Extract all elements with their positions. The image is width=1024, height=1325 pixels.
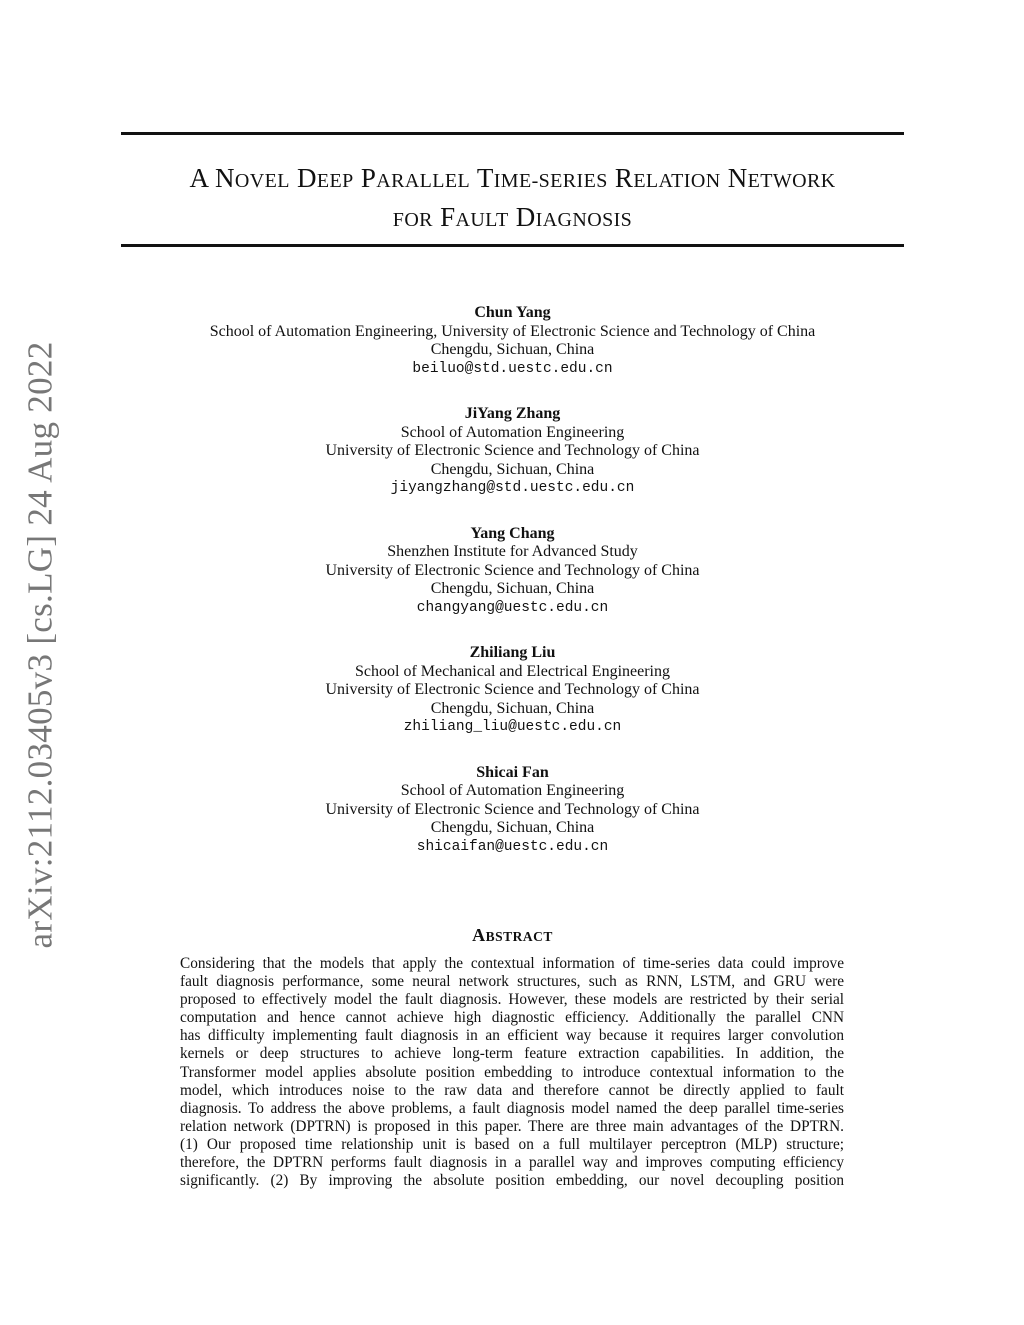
author-block bbox=[121, 764, 904, 857]
author-affiliation: Chengdu, Sichuan, China bbox=[430, 580, 595, 597]
abstract-line: Transformer model applies absolute position embedding to introduce contextual information to the bbox=[180, 1063, 844, 1081]
author-affiliation: Chengdu, Sichuan, China bbox=[430, 699, 595, 717]
abstract-heading: ABSTRACT bbox=[472, 925, 553, 945]
abstract-line: (1) Our proposed time relationship unit is based on a full multilayer perceptron (MLP) structure; bbox=[180, 1135, 844, 1153]
title-line-2 bbox=[121, 199, 904, 238]
abstract-line: computation and hence cannot achieve high diagnostic efficiency. Additionally the parallel CNN bbox=[180, 1009, 844, 1027]
author-affiliation: University of Electronic Science and Technology of China bbox=[325, 442, 700, 459]
title-line-1 bbox=[121, 160, 904, 199]
author-email[interactable]: jiyangzhang@std.uestc.edu.cn bbox=[390, 480, 635, 496]
author-affiliation: University of Electronic Science and Technology of China bbox=[325, 681, 700, 698]
author-block bbox=[121, 405, 904, 498]
author-block bbox=[121, 525, 904, 618]
author-email[interactable]: zhiliang_liu@uestc.edu.cn bbox=[403, 719, 622, 735]
title-bottom-rule bbox=[121, 244, 904, 247]
author-name: Chun Yang bbox=[474, 304, 551, 321]
title-word: TIME-SERIES bbox=[476, 163, 608, 193]
author-name: JiYang Zhang bbox=[464, 405, 561, 422]
abstract-line: Considering that the models that apply the contextual information of time-series data could improve bbox=[180, 955, 844, 972]
title-word: DIAGNOSIS bbox=[515, 202, 633, 232]
author-affiliation: University of Electronic Science and Technology of China bbox=[325, 800, 700, 818]
abstract-line: proposed to effectively model the fault diagnosis. However, these models are restricted by their serial bbox=[180, 991, 844, 1009]
abstract-line: fault diagnosis performance, some neural network structures, such as RNN, LSTM, and GRU were bbox=[180, 973, 844, 991]
title-word: DEEP bbox=[297, 163, 354, 193]
author-affiliation: School of Automation Engineering, University of Electronic Science and Technology of China bbox=[209, 322, 816, 340]
author-affiliation: Chengdu, Sichuan, China bbox=[430, 341, 595, 358]
author-affiliation: School of Automation Engineering bbox=[400, 782, 625, 799]
author-affiliation: University of Electronic Science and Technology of China bbox=[325, 561, 700, 579]
author-name: Zhiliang Liu bbox=[469, 644, 556, 661]
abstract-line: significantly. (2) By improving the absolute position embedding, our novel decoupling position bbox=[180, 1172, 844, 1190]
author-name: Yang Chang bbox=[470, 524, 555, 542]
author-block bbox=[121, 304, 904, 378]
title-word: NOVEL bbox=[215, 163, 290, 193]
arxiv-sidebar bbox=[10, 341, 70, 949]
abstract-line: therefore, the DPTRN performs fault diagnosis in a parallel way and improves computing efficiency bbox=[180, 1154, 844, 1172]
abstract-line: model, which introduces noise to the raw data and therefore cannot be directly applied to fault bbox=[180, 1081, 844, 1099]
paper-title bbox=[121, 160, 904, 238]
abstract-line: diagnosis. To address the above problems, a fault diagnosis model named the deep parallel time-series bbox=[180, 1099, 844, 1117]
author-affiliation: Shenzhen Institute for Advanced Study bbox=[387, 543, 638, 560]
author-list bbox=[121, 304, 904, 883]
abstract-line: kernels or deep structures to achieve long-term feature extraction capabilities. In addition, the bbox=[180, 1045, 844, 1063]
author-email[interactable]: changyang@uestc.edu.cn bbox=[416, 599, 609, 616]
title-word: A bbox=[189, 163, 208, 193]
title-word: FOR bbox=[392, 209, 433, 231]
author-affiliation: School of Mechanical and Electrical Engineering bbox=[355, 662, 670, 680]
author-email[interactable]: beiluo@std.uestc.edu.cn bbox=[412, 360, 613, 377]
title-top-rule bbox=[121, 132, 904, 135]
abstract-body bbox=[180, 955, 844, 1190]
title-word: PARALLEL bbox=[360, 163, 471, 193]
author-email[interactable]: shicaifan@uestc.edu.cn bbox=[416, 838, 609, 855]
title-word: RELATION bbox=[614, 163, 721, 193]
arxiv-identifier: arXiv:2112.03405v3 [cs.LG] 24 Aug 2022 bbox=[20, 341, 60, 949]
author-affiliation: Chengdu, Sichuan, China bbox=[430, 819, 595, 836]
author-block bbox=[121, 644, 904, 737]
abstract-line: has difficulty implementing fault diagnosis in an efficient way because it requires larger convolution bbox=[180, 1027, 844, 1045]
author-name: Shicai Fan bbox=[476, 763, 549, 781]
title-word: NETWORK bbox=[727, 163, 836, 193]
author-affiliation: Chengdu, Sichuan, China bbox=[430, 460, 595, 478]
title-word: FAULT bbox=[440, 202, 509, 232]
abstract-line: relation network (DPTRN) is proposed in this paper. There are three main advantages of the DPTRN. bbox=[180, 1117, 844, 1135]
author-affiliation: School of Automation Engineering bbox=[400, 423, 625, 441]
